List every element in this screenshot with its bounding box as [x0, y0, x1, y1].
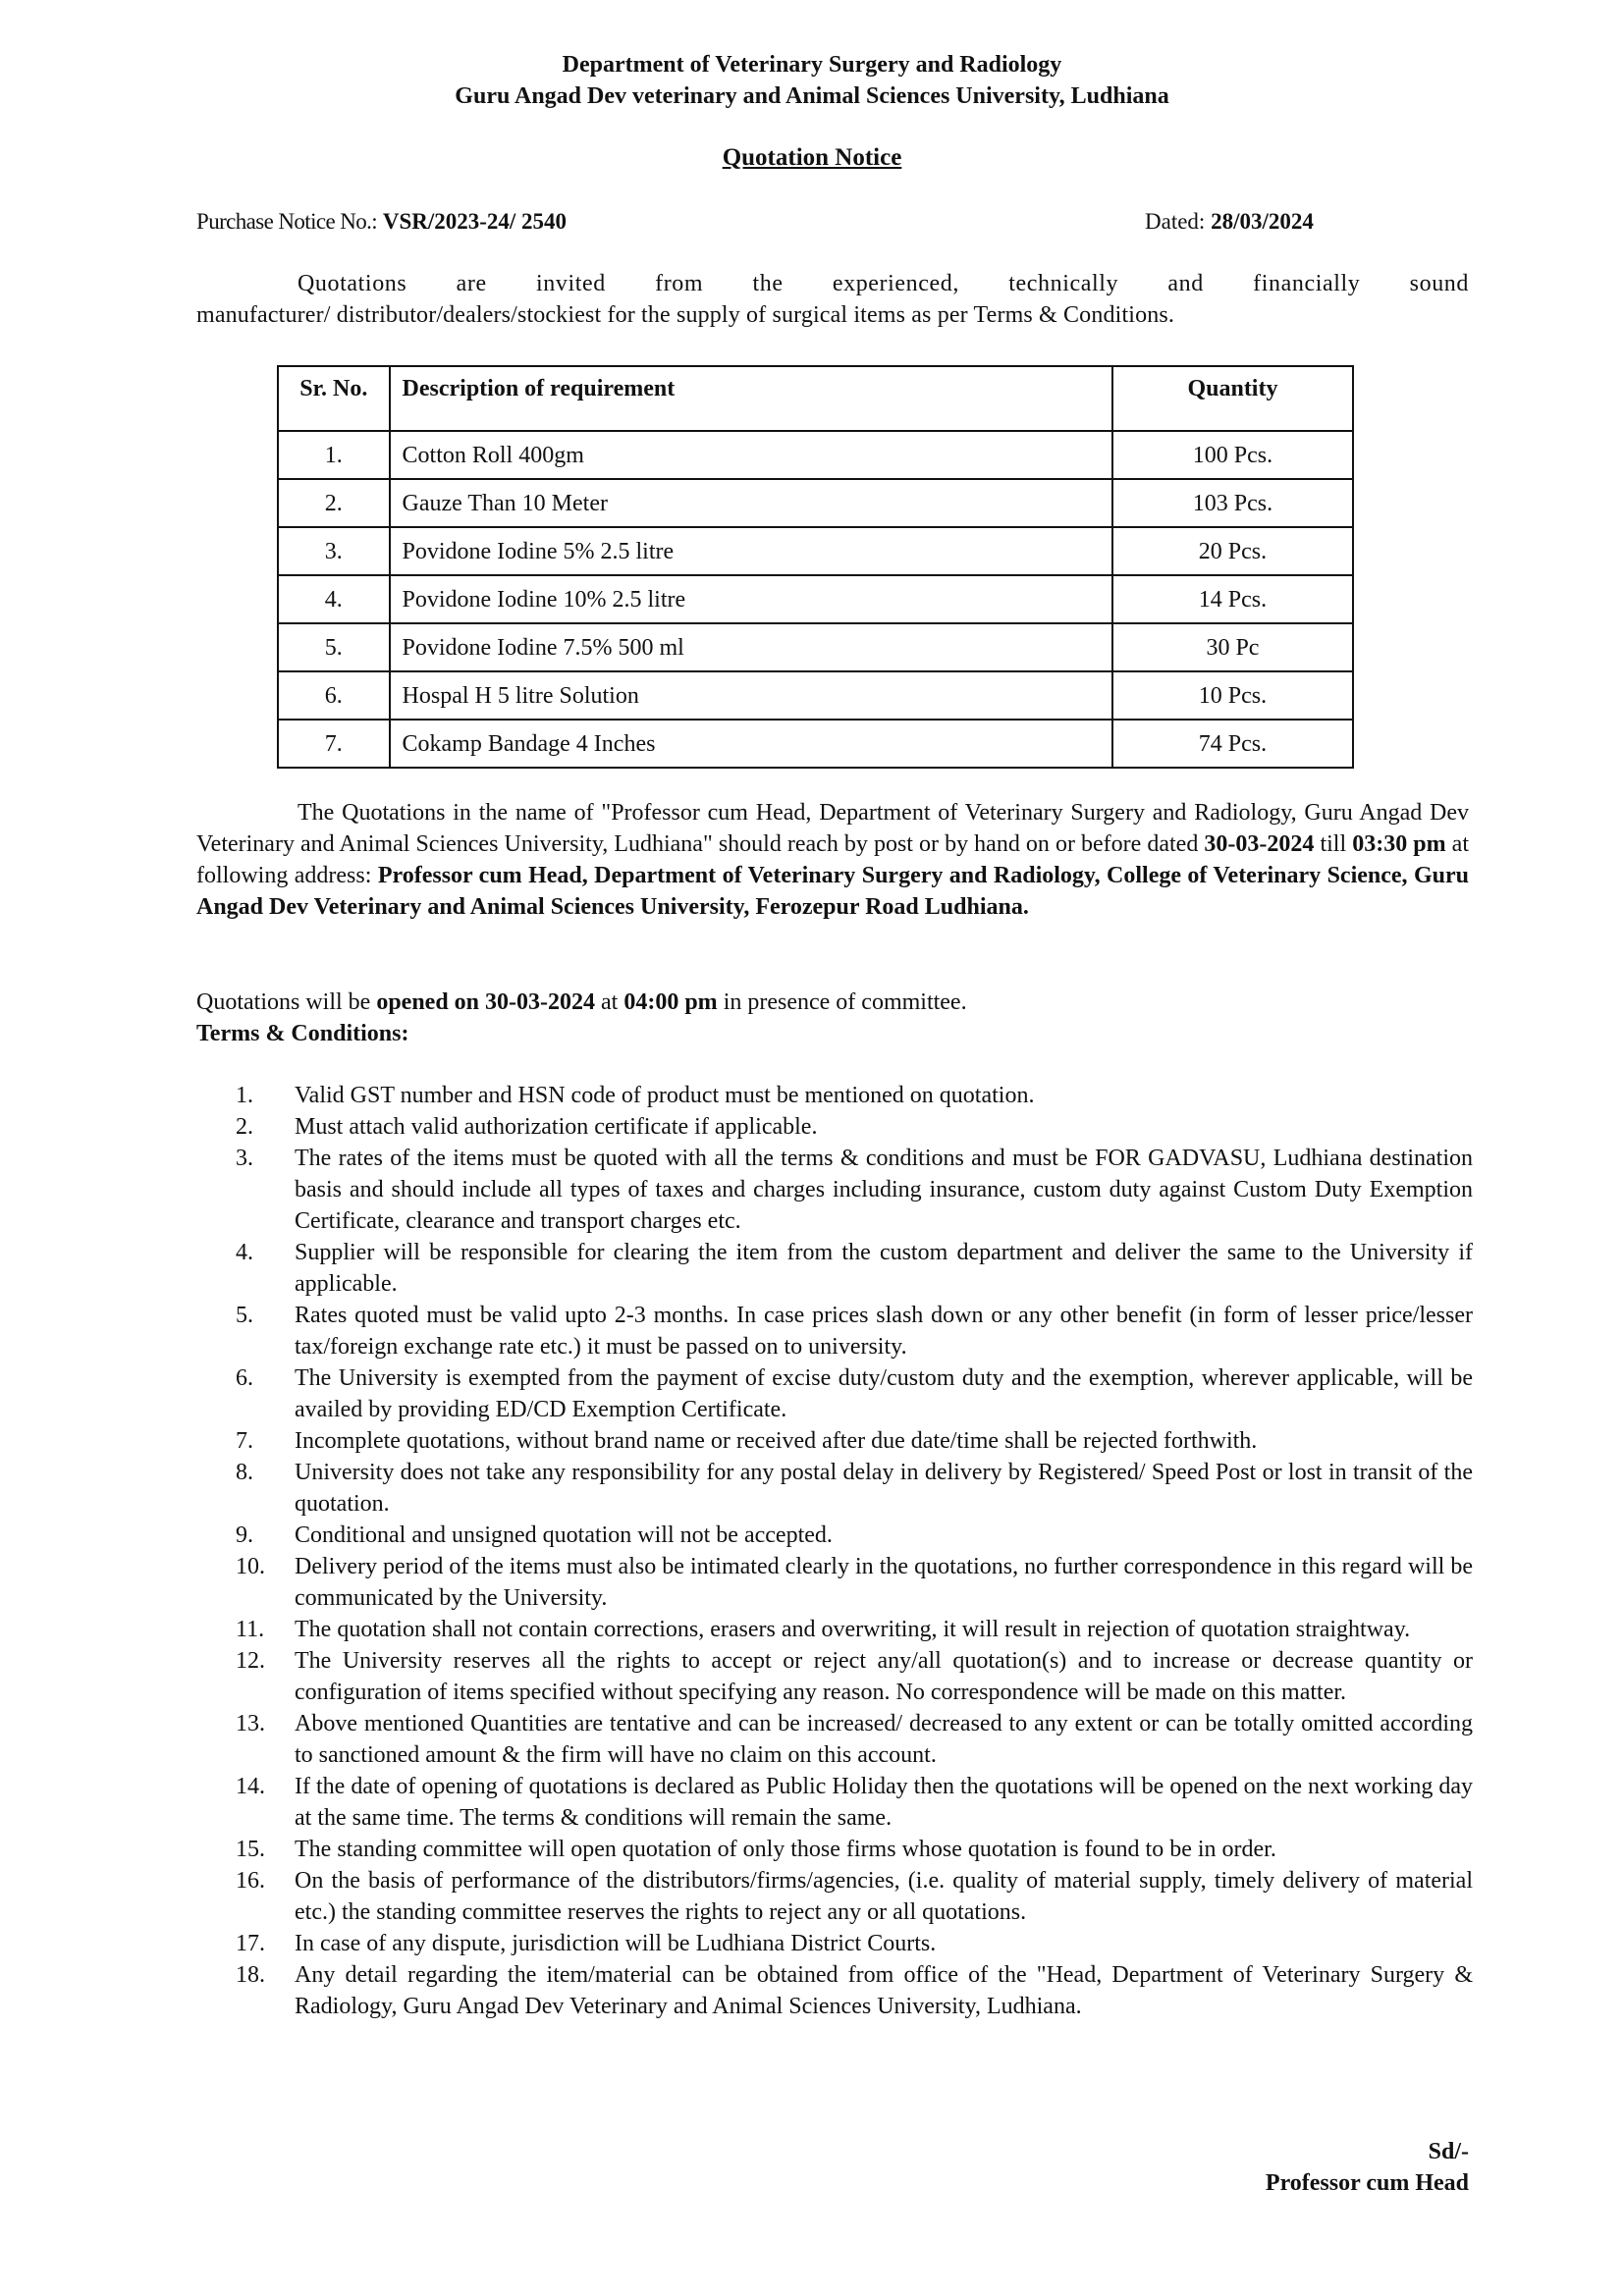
- cell-quantity: 100 Pcs.: [1112, 431, 1353, 479]
- opening-prefix: Quotations will be: [196, 989, 377, 1015]
- cell-description: Povidone Iodine 10% 2.5 litre: [390, 575, 1112, 623]
- term-text: The standing committee will open quotation of only those firms whose quotation is found to be in order.: [295, 1837, 1276, 1862]
- cell-sr-no: 6.: [278, 671, 390, 720]
- term-number: 3.: [236, 1146, 253, 1171]
- list-item: [196, 1551, 1473, 1614]
- list-item: [196, 1111, 1473, 1143]
- list-item: [196, 1143, 1473, 1237]
- list-item: [196, 1834, 1473, 1865]
- list-item: [196, 1865, 1473, 1928]
- items-table: [277, 365, 1354, 769]
- term-number: 7.: [236, 1428, 253, 1454]
- term-text: The University is exempted from the payment of excise duty/custom duty and the exemption, wherever applicable, will be availed by providing ED/CD Exemption Certificate.: [295, 1365, 1473, 1422]
- header-description: Description of requirement: [390, 366, 1112, 431]
- cell-quantity: 103 Pcs.: [1112, 479, 1353, 527]
- table-header-row: [278, 366, 1353, 431]
- term-text: Incomplete quotations, without brand name or received after due date/time shall be rejected forthwith.: [295, 1428, 1258, 1454]
- opening-date: opened on 30-03-2024: [376, 989, 596, 1015]
- submission-date: 30-03-2024: [1204, 831, 1315, 857]
- term-text: On the basis of performance of the distributors/firms/agencies, (i.e. quality of material supply, timely delivery of material etc.) the standing committee reserves the rights to reject any or all quotations.: [295, 1868, 1473, 1925]
- term-text: The quotation shall not contain corrections, erasers and overwriting, it will result in rejection of quotation straightway.: [295, 1617, 1411, 1642]
- list-item: [196, 1614, 1473, 1645]
- term-number: 13.: [236, 1711, 265, 1736]
- dated-value: 28/03/2024: [1211, 209, 1314, 234]
- term-number: 10.: [236, 1554, 265, 1579]
- term-text: In case of any dispute, jurisdiction will be Ludhiana District Courts.: [295, 1931, 937, 1956]
- purchase-notice-number: [196, 206, 567, 238]
- term-number: 2.: [236, 1114, 253, 1140]
- list-item: [196, 1959, 1473, 2022]
- list-item: [196, 1237, 1473, 1300]
- list-item: [196, 1425, 1473, 1457]
- term-text: Must attach valid authorization certificate if applicable.: [295, 1114, 818, 1140]
- table-row: [278, 479, 1353, 527]
- cell-description: Cotton Roll 400gm: [390, 431, 1112, 479]
- header-quantity: Quantity: [1112, 366, 1353, 431]
- purchase-notice-label: Purchase Notice No.:: [196, 209, 378, 234]
- signature-title: Professor cum Head: [1265, 2170, 1469, 2196]
- cell-description: Hospal H 5 litre Solution: [390, 671, 1112, 720]
- list-item: [196, 1080, 1473, 1111]
- term-text: Supplier will be responsible for clearing the item from the custom department and deliver the same to the University if applicable.: [295, 1240, 1473, 1297]
- cell-description: Cokamp Bandage 4 Inches: [390, 720, 1112, 768]
- submission-text-1: The Quotations in the name of "Professor cum Head, Department of Veterinary Surgery and Radiology, Guru Angad Dev Veterinary and Animal Sciences University, Ludhiana" should reach by post or by hand on or before dated: [196, 800, 1469, 857]
- cell-sr-no: 1.: [278, 431, 390, 479]
- term-text: Valid GST number and HSN code of product must be mentioned on quotation.: [295, 1083, 1035, 1108]
- intro-line-2: manufacturer/ distributor/dealers/stockiest for the supply of surgical items as per Terms & Conditions.: [196, 302, 1175, 328]
- term-number: 16.: [236, 1868, 265, 1894]
- list-item: [196, 1645, 1473, 1708]
- list-item: [196, 1362, 1473, 1425]
- term-number: 9.: [236, 1522, 253, 1548]
- term-number: 18.: [236, 1962, 265, 1988]
- table-row: [278, 720, 1353, 768]
- notice-date: [1145, 206, 1314, 238]
- term-number: 12.: [236, 1648, 265, 1674]
- table-row: [278, 575, 1353, 623]
- term-text: If the date of opening of quotations is declared as Public Holiday then the quotations will be opened on the next working day at the same time. The terms & conditions will remain the same.: [295, 1774, 1473, 1831]
- list-item: [196, 1520, 1473, 1551]
- term-text: Conditional and unsigned quotation will not be accepted.: [295, 1522, 833, 1548]
- term-number: 11.: [236, 1617, 265, 1642]
- term-number: 6.: [236, 1365, 253, 1391]
- terms-heading: Terms & Conditions:: [196, 1021, 409, 1046]
- signature-block: [1266, 2136, 1469, 2199]
- intro-line-1: Quotations are invited from the experienced, technically and financially sound: [298, 271, 1469, 296]
- list-item: [196, 1771, 1473, 1834]
- university-heading: Guru Angad Dev veterinary and Animal Sciences University, Ludhiana: [455, 83, 1169, 109]
- terms-list: [196, 1080, 1473, 2022]
- cell-quantity: 10 Pcs.: [1112, 671, 1353, 720]
- term-text: Any detail regarding the item/material can be obtained from office of the "Head, Department of Veterinary Surgery & Radiology, Guru Angad Dev Veterinary and Animal Sciences University, Ludhiana.: [295, 1962, 1473, 2019]
- department-heading: Department of Veterinary Surgery and Radiology: [562, 52, 1062, 78]
- cell-description: Povidone Iodine 7.5% 500 ml: [390, 623, 1112, 671]
- table-row: [278, 527, 1353, 575]
- term-text: The rates of the items must be quoted with all the terms & conditions and must be FOR GADVASU, Ludhiana destination basis and should include all types of taxes and charges including insurance, custom duty against Custom Duty Exemption Certificate, clearance and transport charges etc.: [295, 1146, 1473, 1234]
- table-row: [278, 623, 1353, 671]
- term-number: 4.: [236, 1240, 253, 1265]
- cell-quantity: 30 Pc: [1112, 623, 1353, 671]
- submission-time: 03:30 pm: [1352, 831, 1446, 857]
- term-number: 1.: [236, 1083, 253, 1108]
- submission-address: Professor cum Head, Department of Veterinary Surgery and Radiology, College of Veterinary Science, Guru Angad Dev Veterinary and Animal Sciences University, Ferozepur Road Ludhiana.: [196, 863, 1469, 920]
- cell-description: Povidone Iodine 5% 2.5 litre: [390, 527, 1112, 575]
- opening-mid: at: [595, 989, 624, 1015]
- term-text: University does not take any responsibility for any postal delay in delivery by Registered/ Speed Post or lost in transit of the quotation.: [295, 1460, 1473, 1517]
- list-item: [196, 1457, 1473, 1520]
- term-text: Delivery period of the items must also be intimated clearly in the quotations, no further correspondence in this regard will be communicated by the University.: [295, 1554, 1473, 1611]
- cell-sr-no: 5.: [278, 623, 390, 671]
- term-number: 8.: [236, 1460, 253, 1485]
- submission-paragraph: [196, 797, 1469, 923]
- term-number: 14.: [236, 1774, 265, 1799]
- cell-quantity: 74 Pcs.: [1112, 720, 1353, 768]
- submission-text-2: till: [1314, 831, 1353, 857]
- cell-sr-no: 7.: [278, 720, 390, 768]
- submission-text-3: at following address:: [196, 831, 1469, 888]
- term-text: Above mentioned Quantities are tentative and can be increased/ decreased to any extent or can be totally omitted according to sanctioned amount & the firm will have no claim on this account.: [295, 1711, 1473, 1768]
- term-text: Rates quoted must be valid upto 2-3 months. In case prices slash down or any other benefit (in form of lesser price/lesser tax/foreign exchange rate etc.) it must be passed on to university.: [295, 1303, 1473, 1360]
- table-row: [278, 671, 1353, 720]
- cell-quantity: 14 Pcs.: [1112, 575, 1353, 623]
- table-row: [278, 431, 1353, 479]
- term-number: 15.: [236, 1837, 265, 1862]
- list-item: [196, 1708, 1473, 1771]
- cell-sr-no: 2.: [278, 479, 390, 527]
- dated-label: Dated:: [1145, 209, 1206, 234]
- opening-time: 04:00 pm: [623, 989, 718, 1015]
- opening-line: [196, 987, 1469, 1018]
- purchase-notice-value: VSR/2023-24/ 2540: [382, 209, 568, 234]
- opening-suffix: in presence of committee.: [717, 989, 967, 1015]
- cell-description: Gauze Than 10 Meter: [390, 479, 1112, 527]
- term-number: 5.: [236, 1303, 253, 1328]
- term-text: The University reserves all the rights to accept or reject any/all quotation(s) and to increase or decrease quantity or configuration of items specified without specifying any reason. No correspondence will be made on this matter.: [295, 1648, 1473, 1705]
- header-sr-no: Sr. No.: [278, 366, 390, 431]
- cell-sr-no: 4.: [278, 575, 390, 623]
- cell-sr-no: 3.: [278, 527, 390, 575]
- term-number: 17.: [236, 1931, 265, 1956]
- list-item: [196, 1300, 1473, 1362]
- list-item: [196, 1928, 1473, 1959]
- cell-quantity: 20 Pcs.: [1112, 527, 1353, 575]
- signature-sd: Sd/-: [1428, 2139, 1469, 2164]
- notice-title: Quotation Notice: [722, 144, 902, 171]
